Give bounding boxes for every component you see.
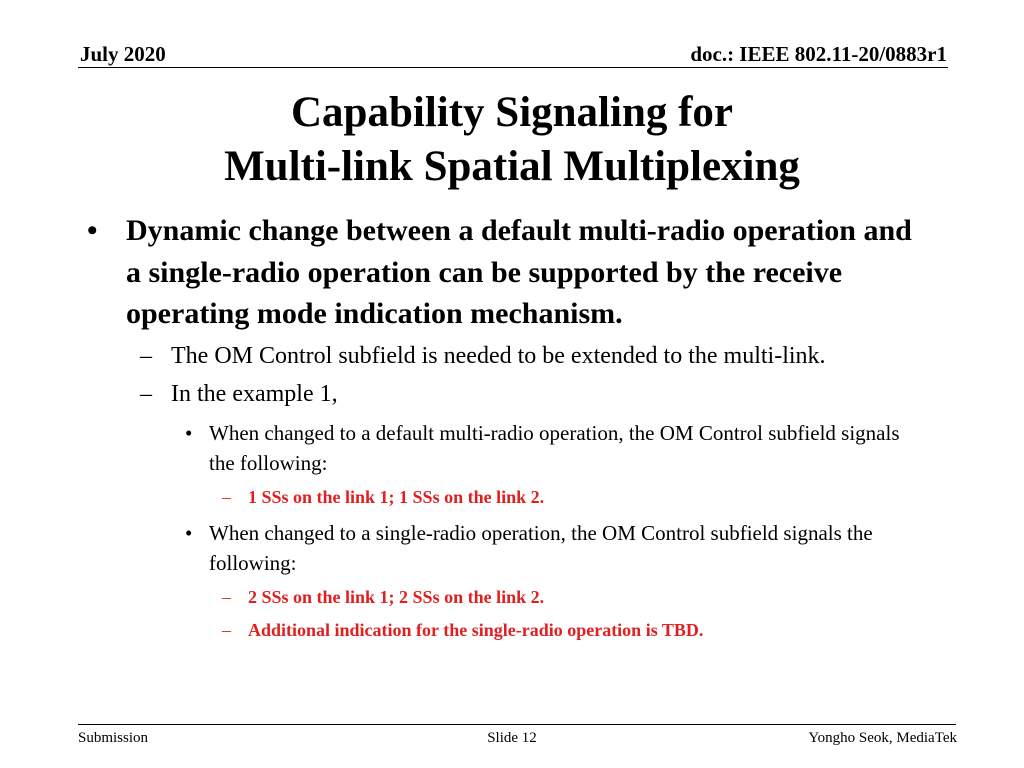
dash-icon: –	[222, 619, 231, 640]
highlight-text: 2 SSs on the link 1; 2 SSs on the link 2.	[248, 586, 545, 607]
bullet-text: The OM Control subfield is needed to be extended to the multi-link.	[171, 342, 826, 369]
header-document-id: doc.: IEEE 802.11-20/0883r1	[690, 42, 947, 66]
footer-author: Yongho Seok, MediaTek	[808, 730, 957, 746]
bullet-level-3	[185, 518, 909, 578]
highlight-item	[222, 616, 915, 644]
slide-title-line-1: Capability Signaling for	[290, 89, 734, 136]
dash-icon: –	[140, 380, 152, 407]
bullet-dot-icon: •	[87, 214, 98, 247]
footer-submission: Submission	[78, 730, 149, 746]
bullet-text: Dynamic change between a default multi-radio operation and a single-radio operation can be supported by the receive operating mode indication mechanism.	[126, 214, 912, 330]
highlight-text: Additional indication for the single-radio operation is TBD.	[248, 619, 704, 640]
footer-slide-number: Slide 12	[487, 730, 537, 746]
dash-icon: –	[222, 486, 231, 507]
bullet-level-1	[85, 210, 915, 335]
highlight-item	[222, 583, 915, 611]
dash-icon: –	[222, 586, 231, 607]
bullet-text: When changed to a single-radio operation, the OM Control subfield signals the following:	[209, 520, 873, 575]
bullet-dot-icon: •	[185, 420, 193, 445]
slide-title-line-2: Multi-link Spatial Multiplexing	[224, 143, 800, 190]
bullet-level-2	[140, 377, 915, 411]
bullet-level-3	[185, 418, 909, 478]
header-divider	[78, 67, 948, 68]
highlight-item	[222, 483, 915, 511]
bullet-text: When changed to a default multi-radio operation, the OM Control subfield signals the following:	[209, 420, 900, 475]
bullet-text: In the example 1,	[171, 380, 338, 407]
slide-title	[100, 86, 924, 194]
footer-divider	[78, 724, 956, 725]
highlight-text: 1 SSs on the link 1; 1 SSs on the link 2.	[248, 486, 545, 507]
bullet-dot-icon: •	[185, 520, 193, 545]
bullet-level-2	[140, 339, 915, 373]
dash-icon: –	[140, 342, 152, 369]
slide-body	[85, 210, 915, 644]
header-date: July 2020	[80, 42, 166, 66]
